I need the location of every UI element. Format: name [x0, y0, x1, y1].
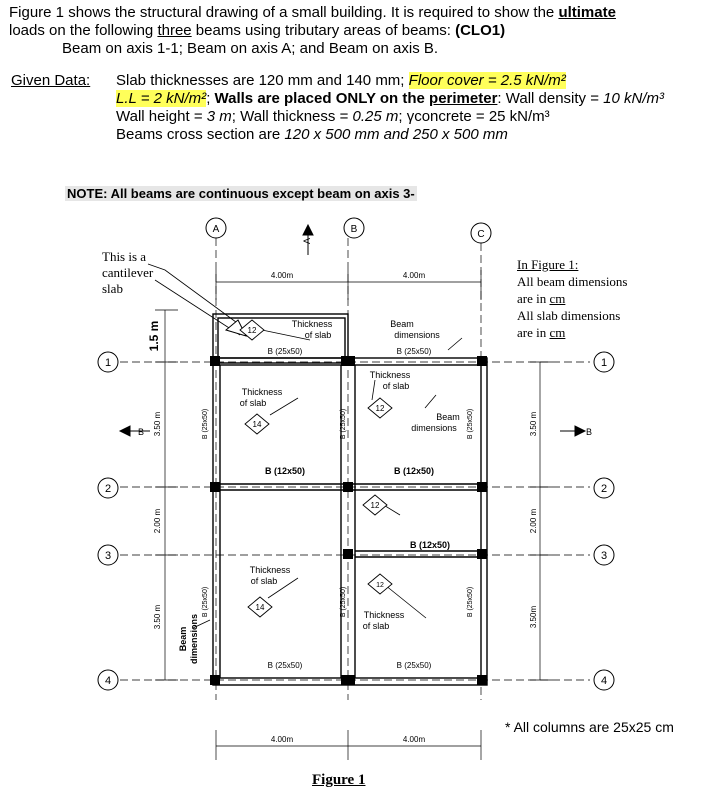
- beam-axis4-bc: B (25x50): [396, 661, 432, 670]
- intro-line3: Beam on axis 1-1; Beam on axis A; and Beam on axis B.: [62, 40, 439, 57]
- axis-c-label: C: [477, 229, 485, 240]
- lbl-thickness-1b: of slab: [304, 330, 332, 340]
- lbl-thickness-5b: of slab: [362, 621, 390, 631]
- dim-left-1: 3.50 m: [153, 411, 162, 437]
- section-mark-right: B: [586, 427, 593, 437]
- beam-axisB-34: B (25x50): [340, 586, 347, 618]
- cantilever-note-line1: This is a: [102, 249, 147, 264]
- given-wall-density: 10 kN/m³: [603, 90, 664, 107]
- slab-thick-6: 12: [376, 582, 384, 589]
- section-arrows: [120, 225, 585, 436]
- lbl-beamdim-1b: dimensions: [394, 330, 440, 340]
- lbl-beamdim-3a: Beam: [178, 626, 188, 652]
- slab-thick-5: 14: [255, 603, 265, 612]
- section-mark-top: A: [302, 237, 312, 244]
- axis-a-label: A: [212, 224, 220, 235]
- intro-three: three: [157, 22, 192, 39]
- beam-axis4-ab: B (25x50): [267, 661, 303, 670]
- dim-top-1: 4.00m: [270, 271, 294, 280]
- section-mark-left: B: [138, 427, 145, 437]
- given-live-load: L.L = 2 kN/m²: [116, 90, 207, 107]
- figure-units-line3: All slab dimensions: [517, 308, 621, 323]
- beam-axisA-12: B (25x50): [202, 408, 209, 440]
- beam-axis2-bc: B (12x50): [393, 466, 435, 476]
- beam-axis1-bc: B (25x50): [396, 347, 432, 356]
- intro-line1: Figure 1 shows the structural drawing of a small building. It is required to show the: [9, 4, 559, 21]
- lbl-thickness-3a: Thickness: [369, 370, 411, 380]
- axis-4-right: 4: [600, 675, 608, 687]
- dim-left-3: 3.50 m: [153, 604, 162, 630]
- given-wall-thickness-label: ; Wall thickness =: [231, 108, 353, 125]
- figure-units-title: In Figure 1:: [517, 257, 579, 272]
- axis-b-label: B: [350, 224, 358, 235]
- cantilever-note-line2: cantilever: [102, 265, 154, 280]
- axis-2-left: 2: [104, 483, 112, 495]
- figure-units-note: In Figure 1: All beam dimensions are in cm All slab dimensions are in cm: [517, 257, 628, 340]
- cantilever-note-line3: slab: [102, 281, 123, 296]
- figure-units-line1: All beam dimensions: [517, 274, 628, 289]
- slab-thick-1: 12: [247, 326, 257, 335]
- axis-4-left: 4: [104, 675, 112, 687]
- beam-axisA-34: B (25x50): [202, 586, 209, 618]
- intro-line2: loads on the following: [9, 22, 158, 39]
- given-gamma-concrete: ; γconcrete = 25 kN/m³: [398, 108, 550, 125]
- lbl-beamdim-2b: dimensions: [411, 423, 457, 433]
- dim-right-3: 3.50m: [529, 605, 538, 629]
- slab-edges: [213, 314, 487, 685]
- beam-axisC-34: B (25x50): [467, 586, 474, 618]
- given-wall-density-label: : Wall density =: [497, 90, 604, 107]
- lbl-thickness-3b: of slab: [382, 381, 410, 391]
- axis-3-left: 3: [104, 550, 112, 562]
- dim-right-2: 2.00 m: [529, 508, 538, 534]
- axis-1-left: 1: [104, 357, 112, 369]
- given-wall-thickness: 0.25 m: [352, 108, 399, 125]
- figure-caption: Figure 1: [312, 772, 366, 788]
- lbl-thickness-4b: of slab: [250, 576, 278, 586]
- given-walls: Walls are placed ONLY on the: [214, 90, 430, 107]
- given-beam-sections: 120 x 500 mm and 250 x 500 mm: [284, 126, 508, 143]
- intro-line2-tail: beams using tributary areas of beams:: [191, 22, 456, 39]
- slab-thick-2: 14: [252, 420, 262, 429]
- beam-axisB-12: B (25x50): [340, 408, 347, 440]
- given-data-label: Given Data:: [11, 72, 91, 89]
- units-cm-2: cm: [549, 325, 566, 340]
- lbl-thickness-1a: Thickness: [291, 319, 333, 329]
- slab-thick-3: 12: [375, 404, 385, 413]
- continuity-note: NOTE: All beams are continuous except beam on axis 3-: [67, 186, 415, 201]
- beam-axis1-ab: B (25x50): [267, 347, 303, 356]
- beam-axisC-12: B (25x50): [467, 408, 474, 440]
- beam-axis2-ab: B (12x50): [264, 466, 306, 476]
- columns-note: * All columns are 25x25 cm: [505, 719, 674, 735]
- slab-thick-4: 12: [370, 501, 380, 510]
- dim-bottom-1: 4.00m: [270, 735, 294, 744]
- beam-axis3-bc: B (12x50): [409, 540, 451, 550]
- lbl-beamdim-2a: Beam: [436, 412, 460, 422]
- axis-2-right: 2: [600, 483, 608, 495]
- dim-bottom-2: 4.00m: [402, 735, 426, 744]
- given-wall-height-label: Wall height =: [116, 108, 207, 125]
- lbl-thickness-5a: Thickness: [363, 610, 405, 620]
- lbl-thickness-2b: of slab: [239, 398, 267, 408]
- cantilever-note: [102, 249, 153, 297]
- given-beam-section-label: Beams cross section: [116, 126, 255, 143]
- given-floor-cover: Floor cover = 2.5 kN/m²: [408, 72, 566, 89]
- axis-3-right: 3: [600, 550, 608, 562]
- dim-left-cantilever: 1.5 m: [147, 320, 161, 352]
- lbl-beamdim-1a: Beam: [390, 319, 414, 329]
- given-sep: ;: [206, 90, 215, 107]
- dim-right-1: 3.50 m: [529, 411, 538, 437]
- axis-1-right: 1: [600, 357, 608, 369]
- given-wall-height: 3 m: [206, 108, 232, 125]
- lbl-thickness-4a: Thickness: [249, 565, 291, 575]
- lbl-thickness-2a: Thickness: [241, 387, 283, 397]
- given-perimeter: perimeter: [429, 90, 498, 107]
- lbl-beamdim-3b: dimensions: [189, 613, 199, 665]
- units-cm-1: cm: [549, 291, 566, 306]
- given-slab-thickness: Slab thicknesses are 120 mm and 140 mm;: [116, 72, 405, 89]
- given-are: are: [254, 126, 285, 143]
- dim-lines: [155, 270, 552, 760]
- clo-tag: (CLO1): [455, 22, 506, 39]
- dim-left-2: 2.00 m: [153, 508, 162, 534]
- dim-top-2: 4.00m: [402, 271, 426, 280]
- intro-ultimate: ultimate: [558, 4, 616, 21]
